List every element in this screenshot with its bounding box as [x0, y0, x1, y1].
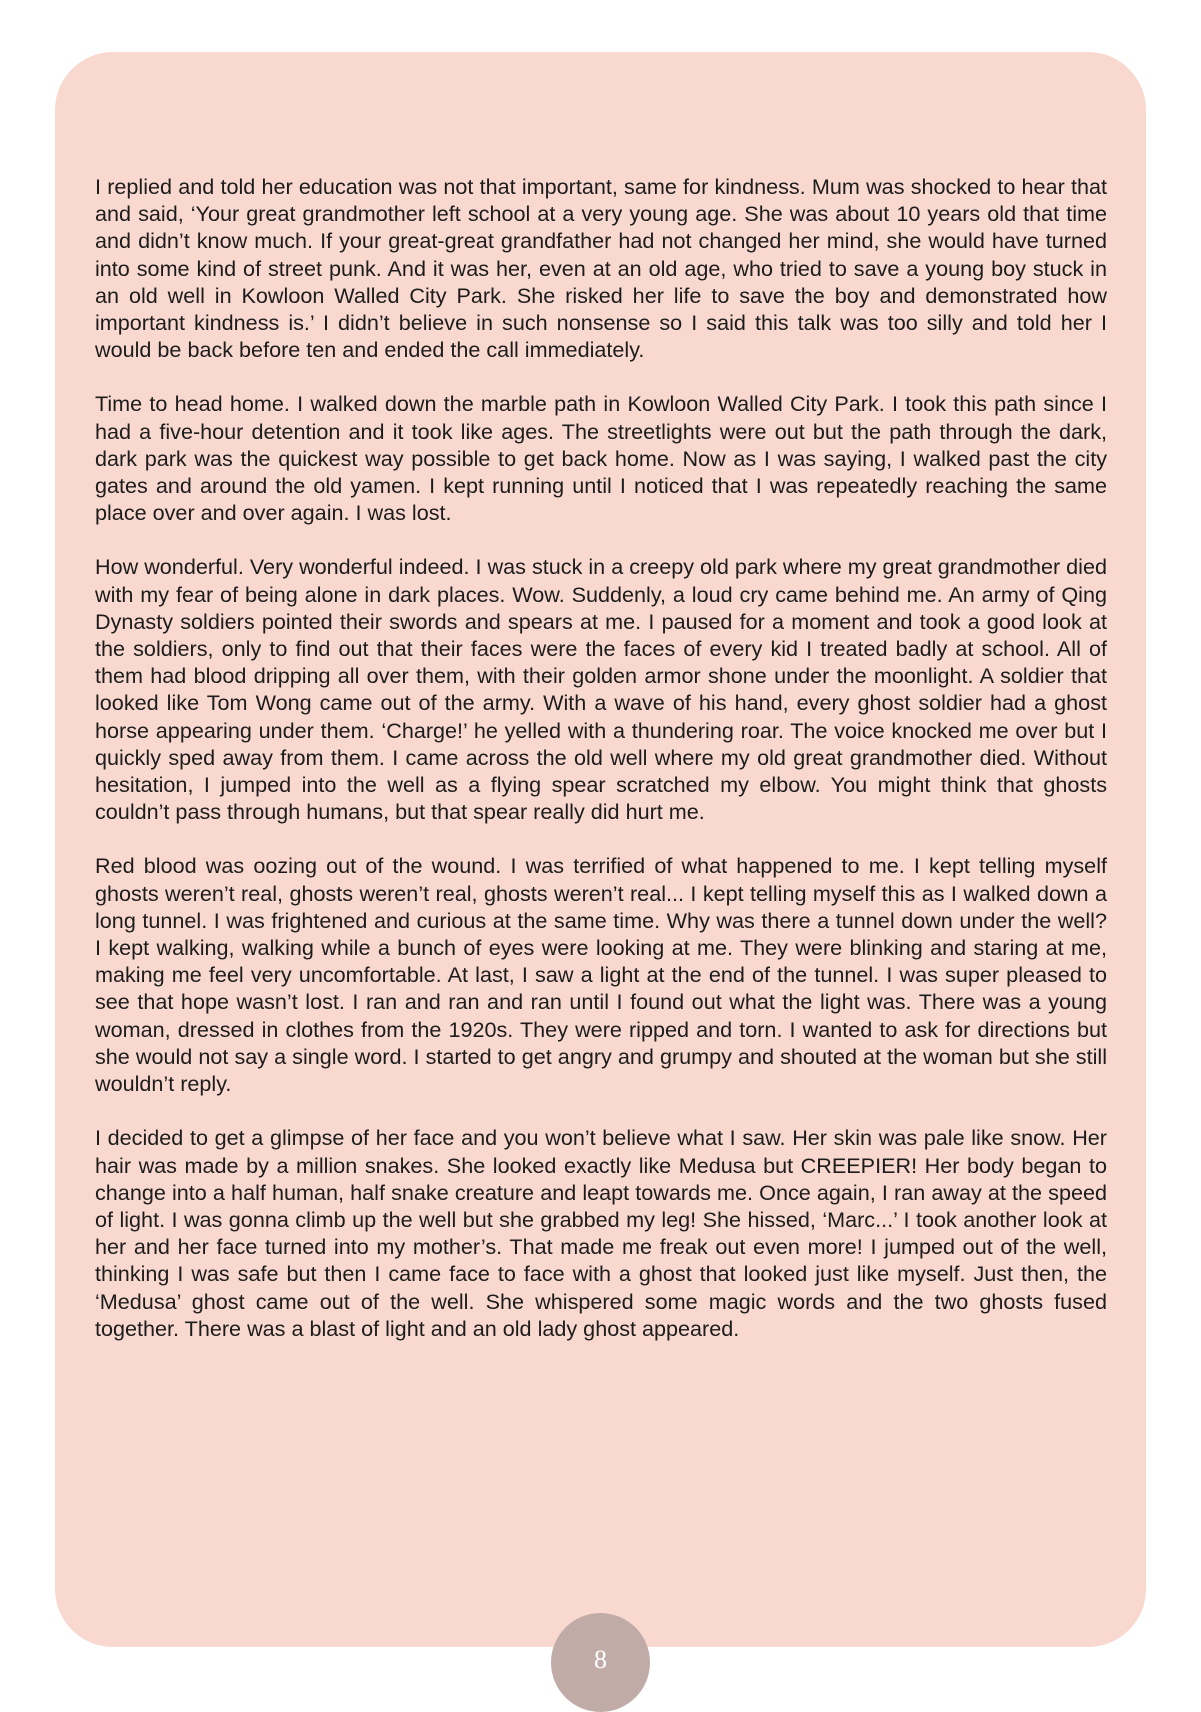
story-text: [95, 173, 1107, 1369]
story-paragraph-3: How wonderful. Very wonderful indeed. I was stuck in a creepy old park where my great grandmother died with my fear of being alone in dark places. Wow. Suddenly, a loud cry came behind me. An army of Qing Dynasty soldiers pointed their swords and spears at me. I paused for a moment and took a good look at the soldiers, only to find out that their faces were the faces of every kid I treated badly at school. All of them had blood dripping all over them, with their golden armor shone under the moonlight. A soldier that looked like Tom Wong came out of the army. With a wave of his hand, every ghost soldier had a ghost horse appearing under them. ‘Charge!’ he yelled with a thundering roar. The voice knocked me over but I quickly sped away from them. I came across the old well where my old great grandmother died. Without hesitation, I jumped into the well as a flying spear scratched my elbow. You might think that ghosts couldn’t pass through humans, but that spear really did hurt me.: [95, 554, 1107, 825]
page-number: 8: [594, 1645, 607, 1674]
story-paragraph-2: Time to head home. I walked down the marble path in Kowloon Walled City Park. I took this path since I had a five-hour detention and it took like ages. The streetlights were out but the path through the dark, dark park was the quickest way possible to get back home. Now as I was saying, I walked past the city gates and around the old yamen. I kept running until I noticed that I was repeatedly reaching the same place over and over again. I was lost.: [95, 391, 1107, 526]
story-paragraph-1: I replied and told her education was not that important, same for kindness. Mum was shocked to hear that and said, ‘Your great grandmother left school at a very young age. She was about 10 years old that time and didn’t know much. If your great-great grandfather had not changed her mind, she would have turned into some kind of street punk. And it was her, even at an old age, who tried to save a young boy stuck in an old well in Kowloon Walled City Park. She risked her life to save the boy and demonstrated how important kindness is.’ I didn’t believe in such nonsense so I said this talk was too silly and told her I would be back before ten and ended the call immediately.: [95, 174, 1107, 363]
story-paragraph-4: Red blood was oozing out of the wound. I was terrified of what happened to me. I kept telling myself ghosts weren’t real, ghosts weren’t real, ghosts weren’t real... I kept telling myself this as I walked down a long tunnel. I was frightened and curious at the same time. Why was there a tunnel down under the well? I kept walking, walking while a bunch of eyes were looking at me. They were blinking and staring at me, making me feel very uncomfortable. At last, I saw a light at the end of the tunnel. I was super pleased to see that hope wasn’t lost. I ran and ran and ran until I found out what the light was. There was a young woman, dressed in clothes from the 1920s. They were ripped and torn. I wanted to ask for directions but she would not say a single word. I started to get angry and grumpy and shouted at the woman but she still wouldn’t reply.: [95, 853, 1107, 1097]
story-paragraph-5: I decided to get a glimpse of her face and you won’t believe what I saw. Her skin was pale like snow. Her hair was made by a million snakes. She looked exactly like Medusa but CREEPIER! Her body began to change into a half human, half snake creature and leapt towards me. Once again, I ran away at the speed of light. I was gonna climb up the well but she grabbed my leg! She hissed, ‘Marc...’ I took another look at her and her face turned into my mother’s. That made me freak out even more! I jumped out of the well, thinking I was safe but then I came face to face with a ghost that looked just like myself. Just then, the ‘Medusa’ ghost came out of the well. She whispered some magic words and the two ghosts fused together. There was a blast of light and an old lady ghost appeared.: [95, 1125, 1107, 1341]
